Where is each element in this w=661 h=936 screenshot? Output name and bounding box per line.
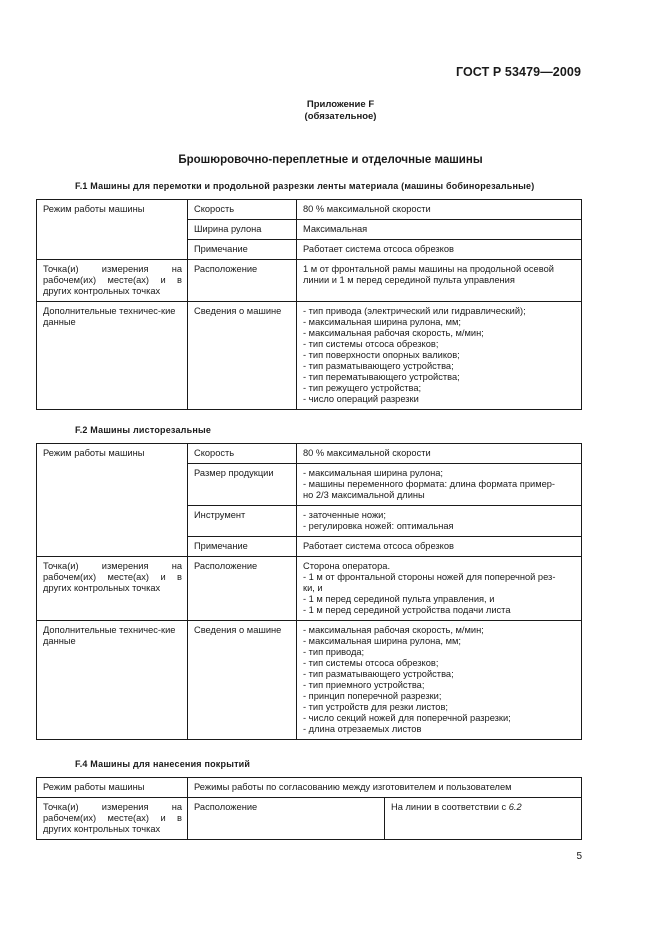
list-item: - заточенные ножи; [303, 510, 386, 520]
location-label: Расположение [188, 557, 297, 621]
list-item: - 1 м от фронтальной стороны ножей для поперечной рез- [303, 572, 556, 582]
note-value: Работает система отсоса обрезков [297, 240, 582, 260]
section-title-f4: F.4 Машины для нанесения покрытий [75, 759, 251, 769]
table-f4 [36, 777, 582, 840]
width-value: Максимальная [297, 220, 582, 240]
list-item: - тип разматывающего устройства; [303, 361, 454, 371]
list-item: - тип режущего устройства; [303, 383, 422, 393]
machine-info-label: Сведения о машине [188, 302, 297, 410]
tool-list [297, 506, 582, 537]
table-f2 [36, 443, 582, 740]
list-item: - максимальная ширина рулона, мм; [303, 636, 461, 646]
machine-info-list [297, 302, 582, 410]
section-title-f1: F.1 Машины для перемотки и продольной разрезки ленты материала (машины бобинорезальные) [75, 181, 535, 191]
list-item: - тип привода; [303, 647, 365, 657]
mode-value: Режимы работы по согласованию между изготовителем и пользователем [188, 778, 582, 798]
main-title: Брошюровочно-переплетные и отделочные машины [178, 154, 483, 166]
list-item: - машины переменного формата: длина формата пример- [303, 479, 556, 489]
list-item: - принцип поперечной разрезки; [303, 691, 442, 701]
width-label: Ширина рулона [188, 220, 297, 240]
extra-label: Дополнительные техничес-кие данные [37, 302, 188, 410]
list-item: - тип системы отсоса обрезков; [303, 658, 439, 668]
location-label: Расположение [188, 260, 297, 302]
location-label: Расположение [188, 798, 385, 840]
speed-label: Скорость [188, 444, 297, 464]
list-item: - регулировка ножей: оптимальная [303, 521, 454, 531]
section-title-f2: F.2 Машины листорезальные [75, 425, 212, 435]
list-item: Сторона оператора. [303, 561, 391, 571]
mode-label: Режим работы машины [37, 778, 188, 798]
list-item: - максимальная ширина рулона, мм; [303, 317, 461, 327]
size-list [297, 464, 582, 506]
table-row [37, 798, 582, 840]
table-row [37, 200, 582, 220]
location-text: На линии в соответствии с [391, 802, 509, 812]
note-value: Работает система отсоса обрезков [297, 537, 582, 557]
mode-label: Режим работы машины [37, 444, 188, 557]
list-item: - тип привода (электрический или гидравлический); [303, 306, 526, 316]
list-item: - тип приемного устройства; [303, 680, 425, 690]
location-list [297, 557, 582, 621]
table-row [37, 302, 582, 410]
annex-heading [0, 99, 661, 123]
note-label: Примечание [188, 240, 297, 260]
list-item: - максимальная рабочая скорость, м/мин; [303, 625, 484, 635]
list-item: - тип устройств для резки листов; [303, 702, 448, 712]
table-row [37, 557, 582, 621]
points-label: Точка(и) измерения на рабочем(их) месте(ах) и в других контрольных точках [37, 798, 188, 840]
list-item: - тип перематывающего устройства; [303, 372, 460, 382]
list-item: - тип поверхности опорных валиков; [303, 350, 460, 360]
extra-label: Дополнительные техничес-кие данные [37, 621, 188, 740]
speed-value: 80 % максимальной скорости [297, 444, 582, 464]
page-number: 5 [576, 851, 582, 862]
speed-value: 80 % максимальной скорости [297, 200, 582, 220]
machine-info-list [297, 621, 582, 740]
list-item: ки, и [303, 583, 323, 593]
table-row [37, 260, 582, 302]
list-item: но 2/3 максимальной длины [303, 490, 425, 500]
mode-label: Режим работы машины [37, 200, 188, 260]
annex-title: Приложение F [306, 99, 375, 110]
list-item: - тип разматывающего устройства; [303, 669, 454, 679]
machine-info-label: Сведения о машине [188, 621, 297, 740]
speed-label: Скорость [188, 200, 297, 220]
list-item: - длина отрезаемых листов [303, 724, 422, 734]
clause-reference: 6.2 [508, 802, 522, 812]
list-item: - число операций разрезки [303, 394, 419, 404]
size-label: Размер продукции [188, 464, 297, 506]
standard-number: ГОСТ Р 53479—2009 [455, 65, 581, 79]
table-f1 [36, 199, 582, 410]
list-item: - тип системы отсоса обрезков; [303, 339, 439, 349]
points-label: Точка(и) измерения на рабочем(их) месте(ах) и в других контрольных точках [37, 557, 188, 621]
list-item: - максимальная ширина рулона; [303, 468, 444, 478]
points-label: Точка(и) измерения на рабочем(их) месте(ах) и в других контрольных точках [37, 260, 188, 302]
tool-label: Инструмент [188, 506, 297, 537]
note-label: Примечание [188, 537, 297, 557]
table-row [37, 778, 582, 798]
location-value: 1 м от фронтальной рамы машины на продольной осевой линии и 1 м перед серединой пульта управления [297, 260, 582, 302]
list-item: - число секций ножей для поперечной разрезки; [303, 713, 511, 723]
table-row [37, 444, 582, 464]
table-row [37, 621, 582, 740]
list-item: - 1 м перед серединой устройства подачи листа [303, 605, 511, 615]
location-value [385, 798, 582, 840]
annex-status: (обязательное) [304, 111, 377, 122]
list-item: - максимальная рабочая скорость, м/мин; [303, 328, 484, 338]
list-item: - 1 м перед серединой пульта управления, и [303, 594, 495, 604]
